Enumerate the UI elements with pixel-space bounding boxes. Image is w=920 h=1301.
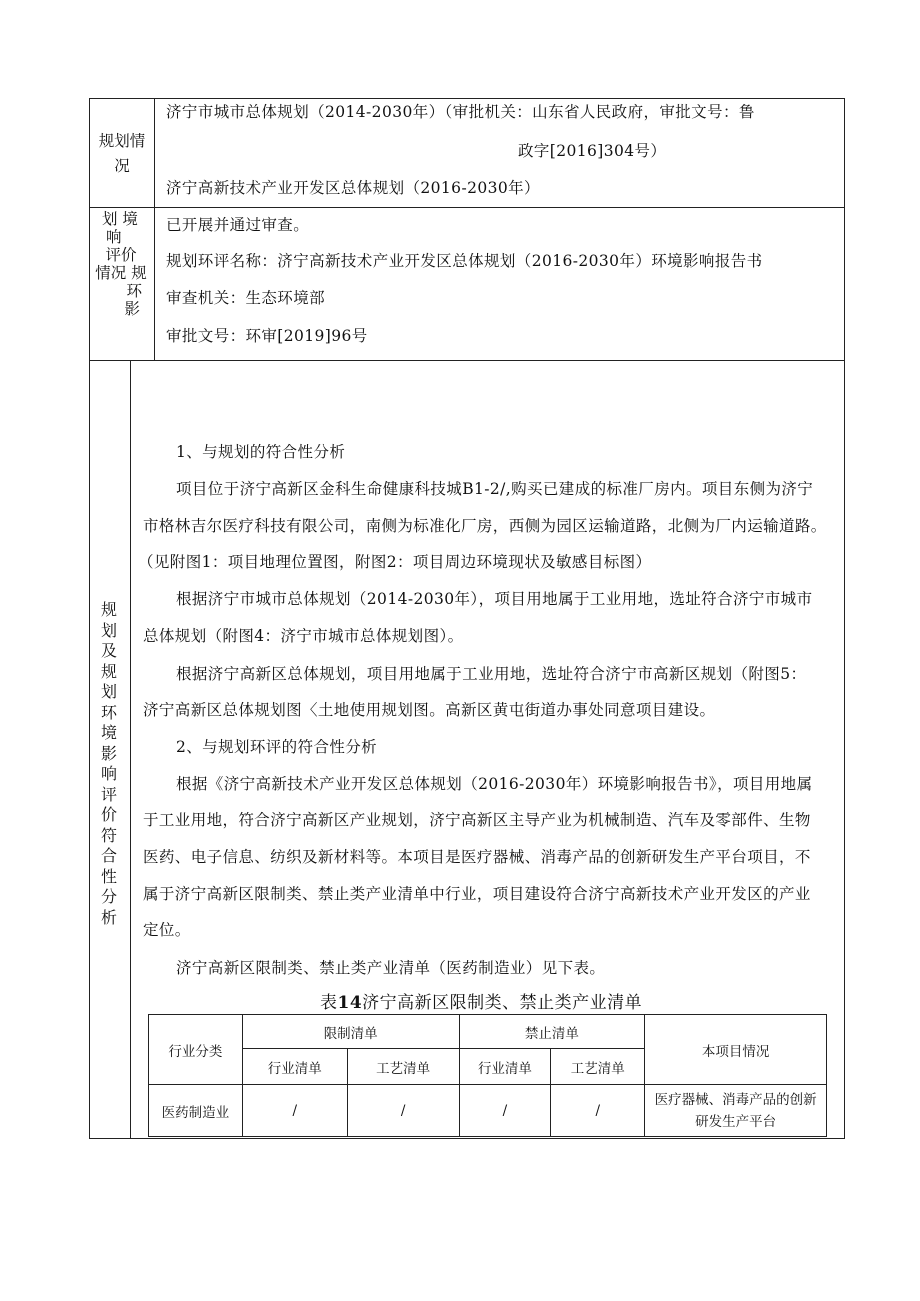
header-prohibited: 禁止清单 — [459, 1015, 645, 1049]
industry-list-table — [148, 1014, 827, 1137]
para3-line: 济宁高新区总体规划图〈土地使用规划图。高新区黄屯街道办事处同意项目建设。 — [143, 701, 716, 719]
section1-line: 济宁市城市总体规划（2014-2030年）（审批机关：山东省人民政府，审批文号：鲁 — [166, 103, 755, 121]
cell-restricted-industry: / — [242, 1085, 347, 1137]
table-caption-title: 济宁高新区限制类、禁止类产业清单 — [362, 993, 643, 1013]
table-caption — [320, 988, 642, 1013]
section2-label-line: 环 — [126, 282, 142, 300]
section2-line: 规划环评名称：济宁高新技术产业开发区总体规划（2016-2030年）环境影响报告书 — [166, 252, 763, 270]
header-category: 行业分类 — [149, 1015, 243, 1085]
section1-label-line: 规划情 — [98, 132, 146, 150]
header-project: 本项目情况 — [645, 1015, 827, 1085]
cell-project — [645, 1085, 827, 1137]
para4-line: 于工业用地，符合济宁高新区产业规划，济宁高新区主导产业为机械制造、汽车及零部件、生物 — [143, 811, 811, 829]
section3-label: 规划及规划环境影响评价符合性分析 — [100, 600, 117, 927]
header-restricted: 限制清单 — [242, 1015, 459, 1049]
cell-category: 医药制造业 — [149, 1085, 243, 1137]
table-caption-number: 14 — [337, 993, 363, 1013]
para1-line: （见附图1：项目地理位置图，附图2：项目周边环境现状及敏感目标图） — [138, 553, 652, 571]
section2-label-line: 评价 — [105, 246, 137, 264]
column-divider — [154, 98, 155, 360]
section2-line: 已开展并通过审查。 — [166, 216, 310, 234]
section2-label-line: 响 — [106, 228, 122, 246]
para4-line: 医药、电子信息、纺织及新材料等。本项目是医疗器械、消毒产品的创新研发生产平台项目，不 — [143, 848, 811, 866]
row-divider — [89, 207, 845, 208]
subheader-prohibited-industry: 行业清单 — [459, 1049, 551, 1085]
subheader-restricted-industry: 行业清单 — [242, 1049, 347, 1085]
para4-line: 属于济宁高新区限制类、禁止类产业清单中行业，项目建设符合济宁高新技术产业开发区的产业 — [143, 885, 811, 903]
section3-heading: 2、与规划环评的符合性分析 — [176, 738, 378, 756]
section2-label-line: 情况 规 — [95, 264, 147, 282]
section3-heading: 1、与规划的符合性分析 — [176, 443, 346, 461]
section2-line: 审查机关：生态环境部 — [166, 289, 326, 307]
para2-line: 总体规划（附图4：济宁市城市总体规划图）。 — [143, 627, 464, 645]
table-row — [149, 1085, 827, 1137]
cell-project-line: 医疗器械、消毒产品的创新 — [654, 1091, 817, 1108]
cell-prohibited-process: / — [551, 1085, 645, 1137]
para3-line: 根据济宁高新区总体规划，项目用地属于工业用地，选址符合济宁市高新区规划（附图5： — [176, 665, 807, 683]
section1-label-line: 况 — [114, 157, 130, 175]
section2-label-line: 影 — [124, 300, 140, 318]
para2-line: 根据济宁市城市总体规划（2014-2030年），项目用地属于工业用地，选址符合济宁市城市 — [176, 590, 813, 608]
section1-label — [90, 132, 154, 176]
cell-prohibited-industry: / — [459, 1085, 551, 1137]
cell-restricted-process: / — [347, 1085, 459, 1137]
para1-line: 项目位于济宁高新区金科生命健康科技城B1-2/,购买已建成的标准厂房内。项目东侧为济宁 — [176, 480, 814, 498]
para4-line: 根据《济宁高新技术产业开发区总体规划（2016-2030年）环境影响报告书》，项目用地属 — [176, 775, 813, 793]
section2-label-line: 划 境 — [102, 210, 138, 228]
subheader-prohibited-process: 工艺清单 — [551, 1049, 645, 1085]
section2-line: 审批文号：环审[2019]96号 — [166, 327, 368, 345]
section1-line: 政字[2016]304号） — [518, 142, 667, 160]
subheader-restricted-process: 工艺清单 — [347, 1049, 459, 1085]
cell-project-line: 研发生产平台 — [695, 1113, 777, 1130]
column-divider — [130, 360, 131, 1139]
para1-line: 市格林吉尔医疗科技有限公司，南侧为标准化厂房，西侧为园区运输道路，北侧为厂内运输道路。 — [143, 517, 827, 535]
table-caption-prefix: 表 — [320, 993, 338, 1013]
para4-line: 定位。 — [143, 921, 191, 939]
para5: 济宁高新区限制类、禁止类产业清单（医药制造业）见下表。 — [176, 959, 606, 977]
section2-label — [88, 210, 154, 318]
section1-line: 济宁高新技术产业开发区总体规划（2016-2030年） — [166, 179, 540, 197]
row-divider — [89, 360, 845, 361]
